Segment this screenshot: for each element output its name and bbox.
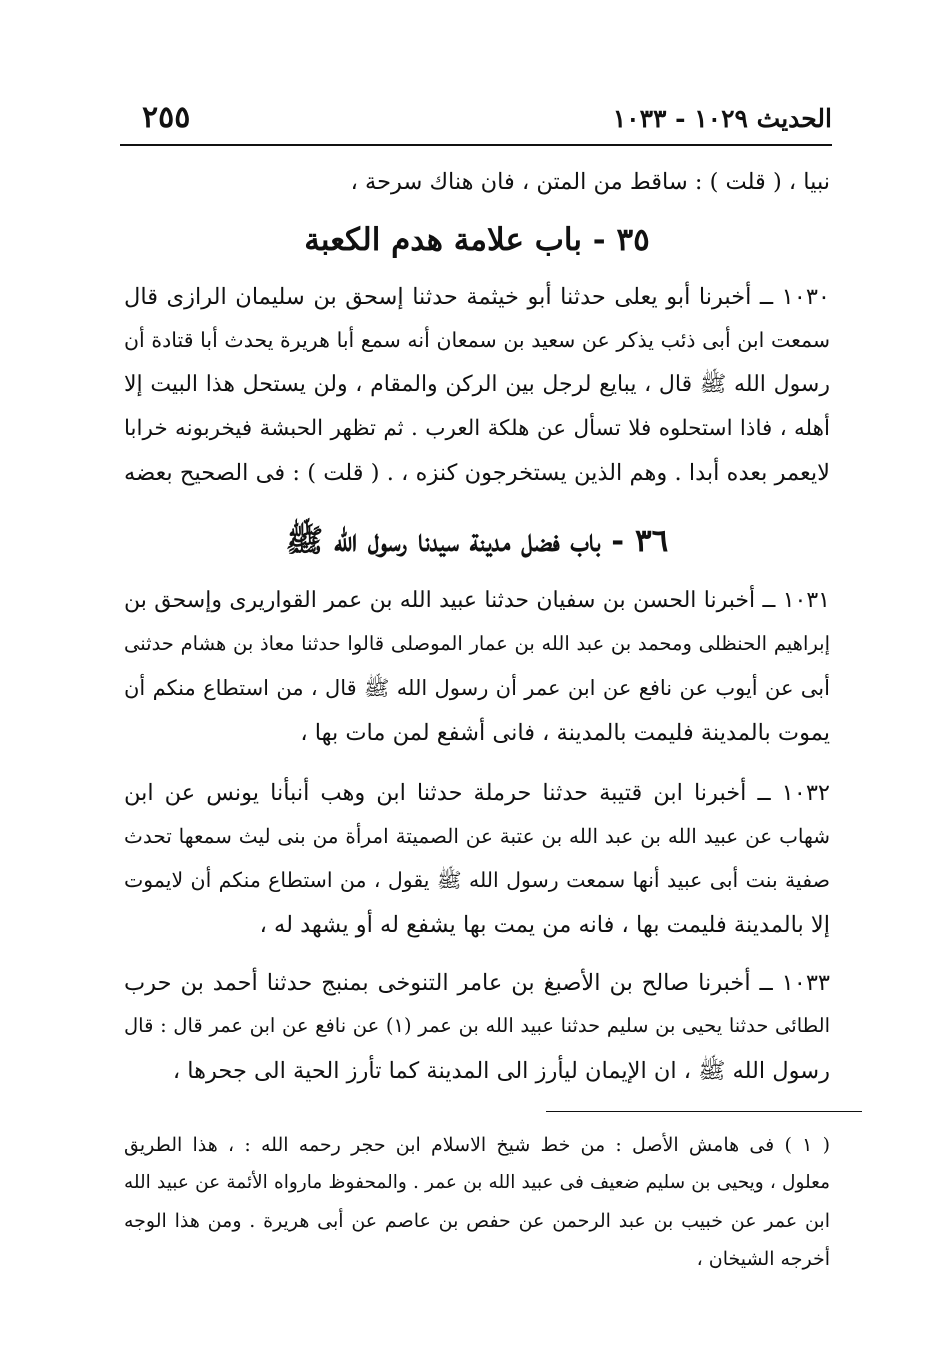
hadith-1031-line: ١٠٣١ ــ أخبرنا الحسن بن سفيان حدثنا عبيد الله بن عمر القواريرى وإسحق بن xyxy=(124,588,830,613)
footnote-line: ( ١ ) فى هامش الأصل : من خط شيخ الاسلام ابن حجر رحمه الله : ، هذا الطريق xyxy=(124,1134,830,1156)
footnote-line: أخرجه الشيخان ، xyxy=(696,1248,830,1270)
hadith-1030-line: سمعت ابن أبى ذئب يذكر عن سعيد بن سمعان أنه سمع أبا هريرة يحدث أبا قتادة أن xyxy=(124,328,830,352)
hadith-1033-line: رسول الله ﷺ ، ان الإيمان ليأرز الى المدينة كما تأرز الحية الى جحرها ، xyxy=(172,1058,830,1084)
chapter-heading-36: ٣٦ - باب فضل مدينة سيدنا رسول الله ﷺ xyxy=(285,523,669,559)
chapter-heading-35: ٣٥ - باب علامة هدم الكعبة xyxy=(304,222,650,258)
hadith-1033-line: الطائى حدثنا يحيى بن سليم حدثنا عبيد الله بن عمر (١) عن نافع عن ابن عمر قال : قال xyxy=(124,1014,830,1037)
hadith-1033-line: ١٠٣٣ ــ أخبرنا صالح بن الأصبغ بن عامر التنوخى بمنبج حدثنا أحمد بن حرب xyxy=(124,970,830,996)
hadith-1032-line: صفية بنت أبى عبيد أنها سمعت رسول الله ﷺ يقول ، من استطاع منكم أن لايموت xyxy=(124,868,830,892)
carryover-line: نبيا ، ( قلت ) : ساقط من المتن ، فان هناك سرحة ، xyxy=(350,169,830,195)
hadith-1032-line: شهاب عن عبيد الله بن عبد الله بن عتبة عن الصميتة امرأة من بنى ليث سمعها تحدث xyxy=(124,824,830,848)
hadith-1032-line: ١٠٣٢ ــ أخبرنا ابن قتيبة حدثنا حرملة حدثنا ابن وهب أنبأنا يونس عن ابن xyxy=(124,780,830,806)
hadith-1032-line: إلا بالمدينة فليمت بها ، فانه من يمت بها يشفع له أو يشهد له ، xyxy=(259,912,830,938)
page-number: ٢٥٥ xyxy=(142,100,191,135)
hadith-1031-line: يموت بالمدينة فليمت بالمدينة ، فانى أشفع لمن مات بها ، xyxy=(300,720,830,746)
hadith-1030-line: رسول الله ﷺ قال ، يبايع لرجل بين الركن والمقام ، ولن يستحل هذا البيت إلا xyxy=(124,372,830,397)
hadith-1031-line: إبراهيم الحنظلى ومحمد بن عبد الله بن عمار الموصلى قالوا حدثنا معاذ بن هشام حدثنى xyxy=(124,632,830,655)
footnote-rule xyxy=(546,1111,862,1112)
running-title: الحديث ١٠٢٩ - ١٠٣٣ xyxy=(612,104,832,133)
footnote-line: ابن عمر عن خبيب بن عبد الرحمن عن حفص بن عاصم عن أبى هريرة . ومن هذا الوجه xyxy=(124,1210,830,1232)
hadith-1031-line: أبى عن أيوب عن نافع عن ابن عمر أن رسول الله ﷺ قال ، من استطاع منكم أن xyxy=(124,676,830,700)
hadith-1030-line: لايعمر بعده أبدا . وهم الذين يستخرجون كنزه ، . ( قلت ) : فى الصحيح بعضه xyxy=(124,460,830,486)
hadith-1030-line: أهله ، فاذا استحلوه فلا تسأل عن هلكة العرب . ثم تظهر الحبشة فيخربونه خرابا xyxy=(124,416,830,441)
footnote-line: معلول ، ويحيى بن سليم ضعيف فى عبيد الله بن عمر . والمحفوظ مارواه الأئمة عن عبيد الله xyxy=(124,1172,830,1193)
running-header xyxy=(120,96,832,146)
hadith-1030-line: ١٠٣٠ ــ أخبرنا أبو يعلى حدثنا أبو خيثمة حدثنا إسحق بن سليمان الرازى قال xyxy=(124,284,830,310)
